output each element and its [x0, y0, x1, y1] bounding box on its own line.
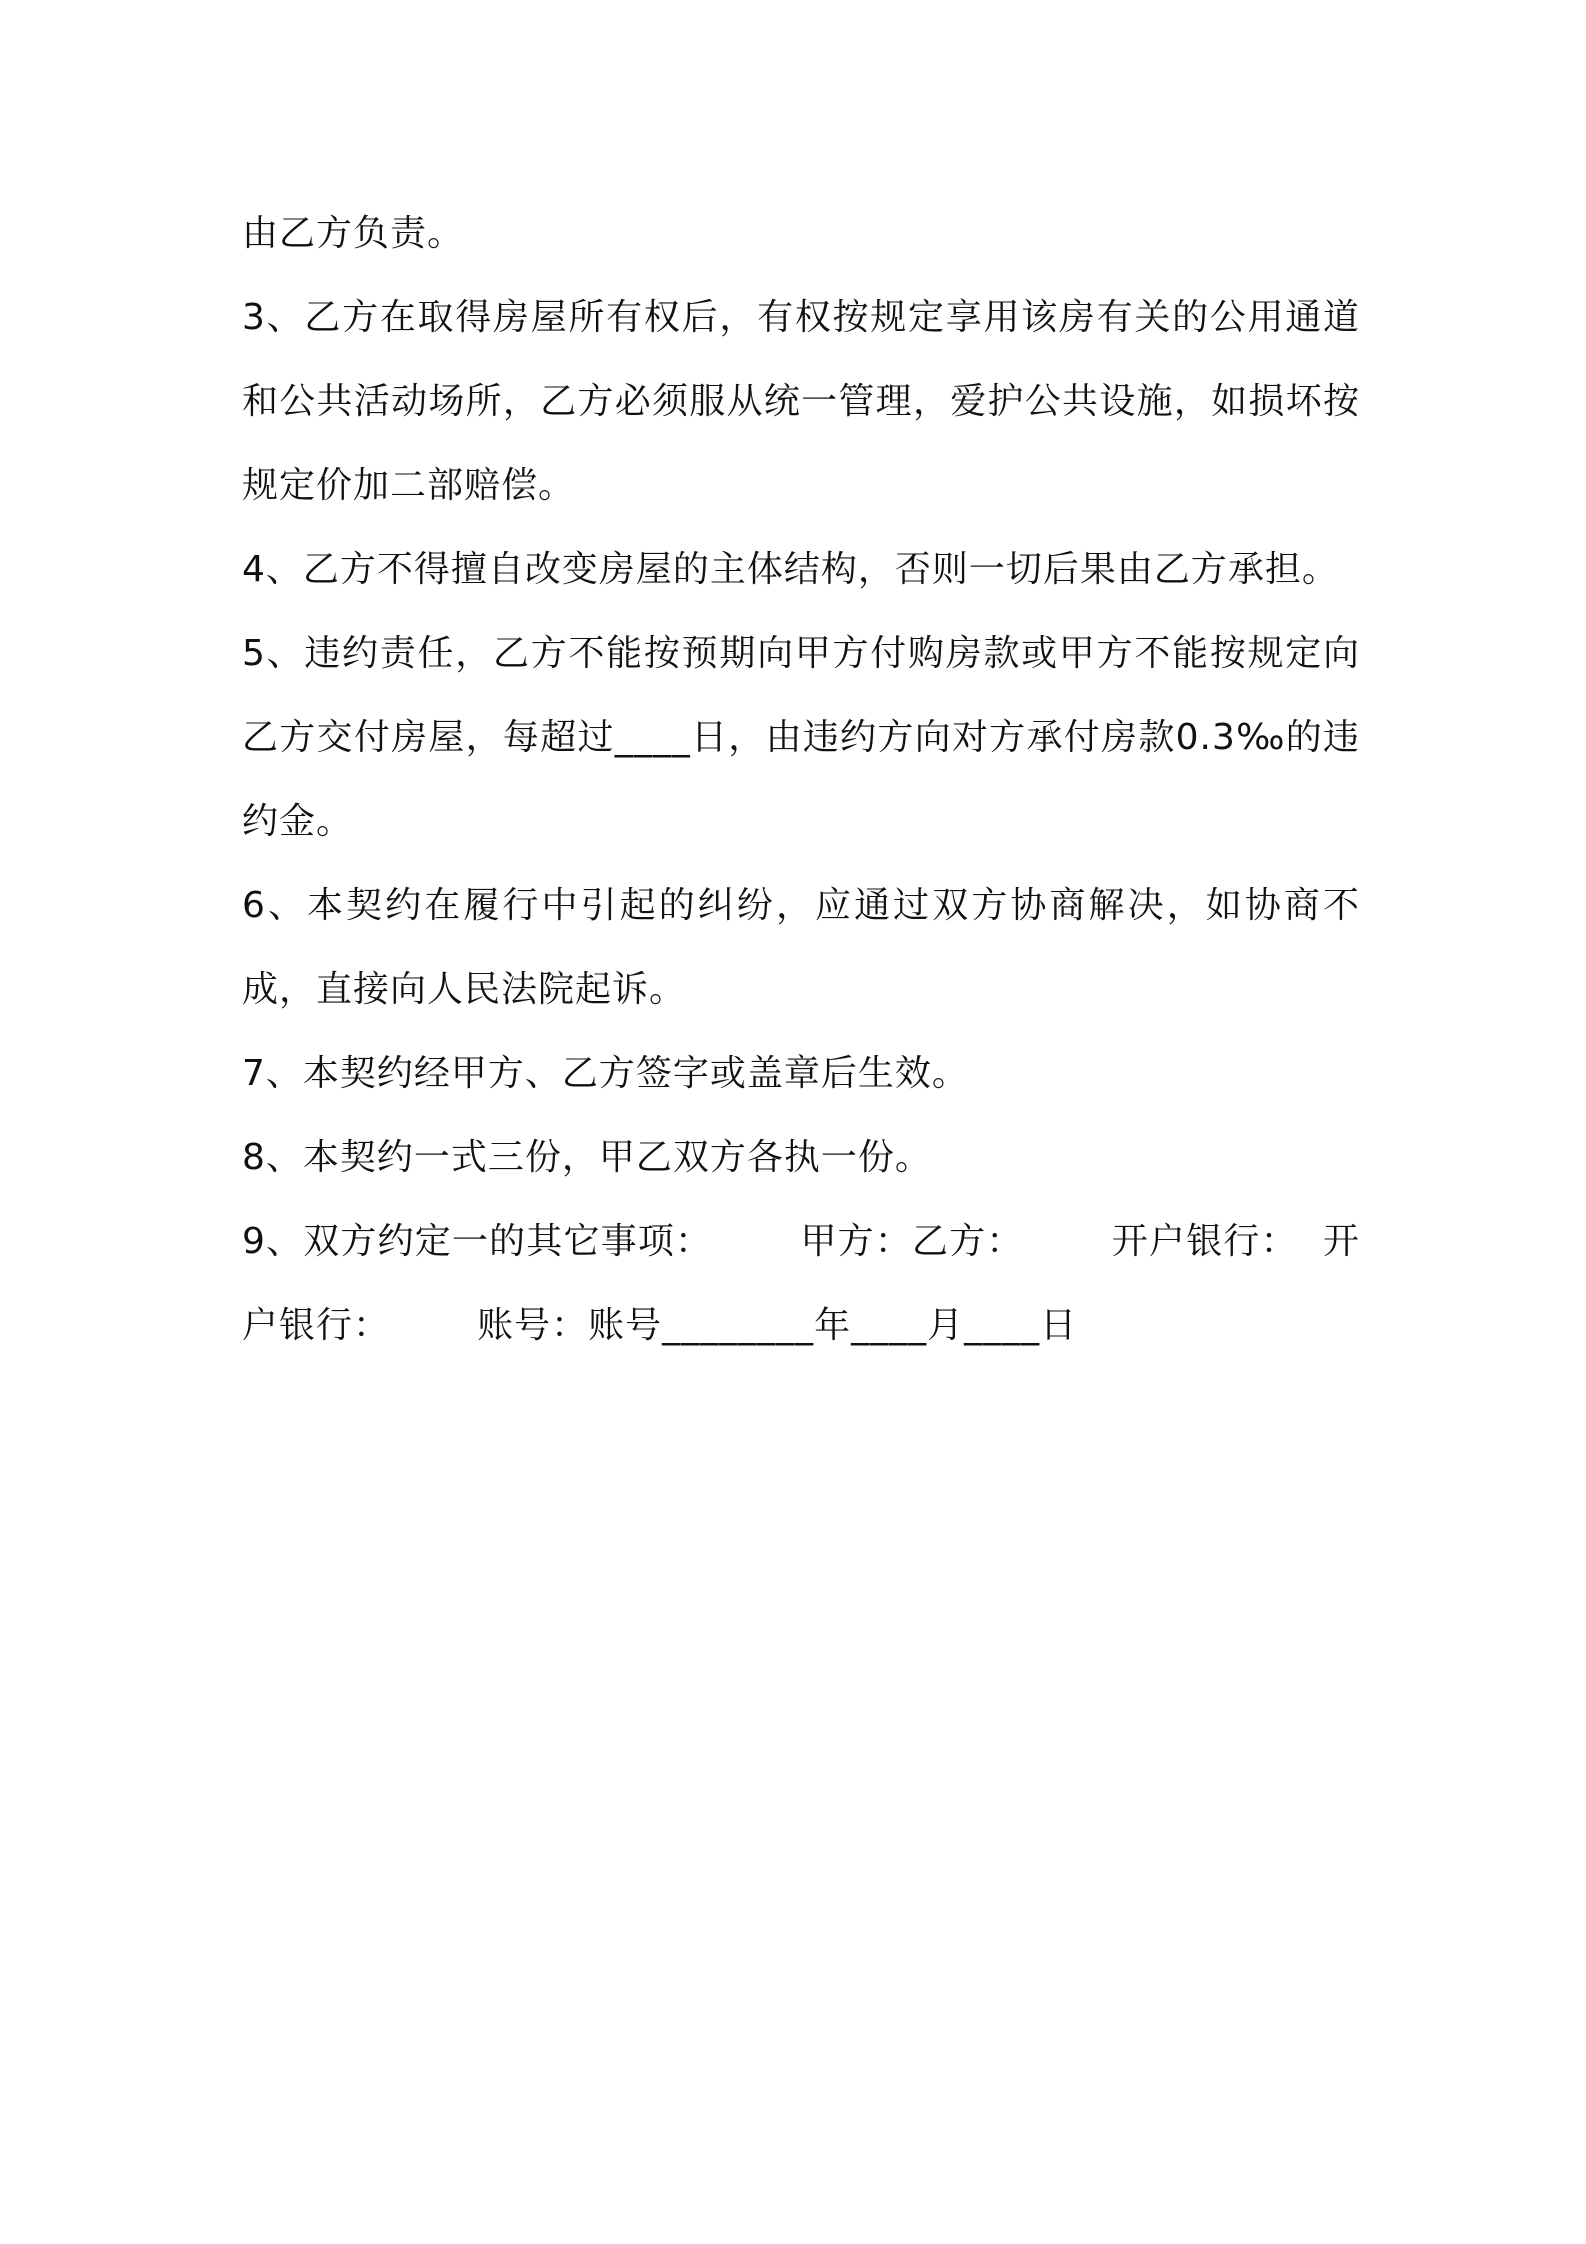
paragraph-continuation: 由乙方负责。 — [242, 213, 465, 254]
clause-7: 7、本契约经甲方、乙方签字或盖章后生效。 — [242, 1053, 969, 1094]
clause-8: 8、本契约一式三份，甲乙双方各执一份。 — [242, 1137, 932, 1178]
clause-3: 3、乙方在取得房屋所有权后，有权按规定享用该房有关的公用通道和公共活动场所，乙方必须服从统一管理，爱护公共设施，如损坏按规定价加二部赔偿。 — [242, 297, 1360, 506]
clause-5: 5、违约责任，乙方不能按预期向甲方付购房款或甲方不能按规定向乙方交付房屋，每超过____日，由违约方向对方承付房款0.3‰的违约金。 — [242, 633, 1360, 842]
clause-6: 6、本契约在履行中引起的纠纷，应通过双方协商解决，如协商不成，直接向人民法院起诉。 — [242, 885, 1360, 1010]
clause-4: 4、乙方不得擅自改变房屋的主体结构，否则一切后果由乙方承担。 — [242, 549, 1339, 590]
clause-9-signature-block: 9、双方约定一的其它事项： 甲方：乙方： 开户银行： 开户银行： 账号：账号________年____月____日 — [242, 1221, 1360, 1346]
document-body — [242, 192, 1360, 1368]
